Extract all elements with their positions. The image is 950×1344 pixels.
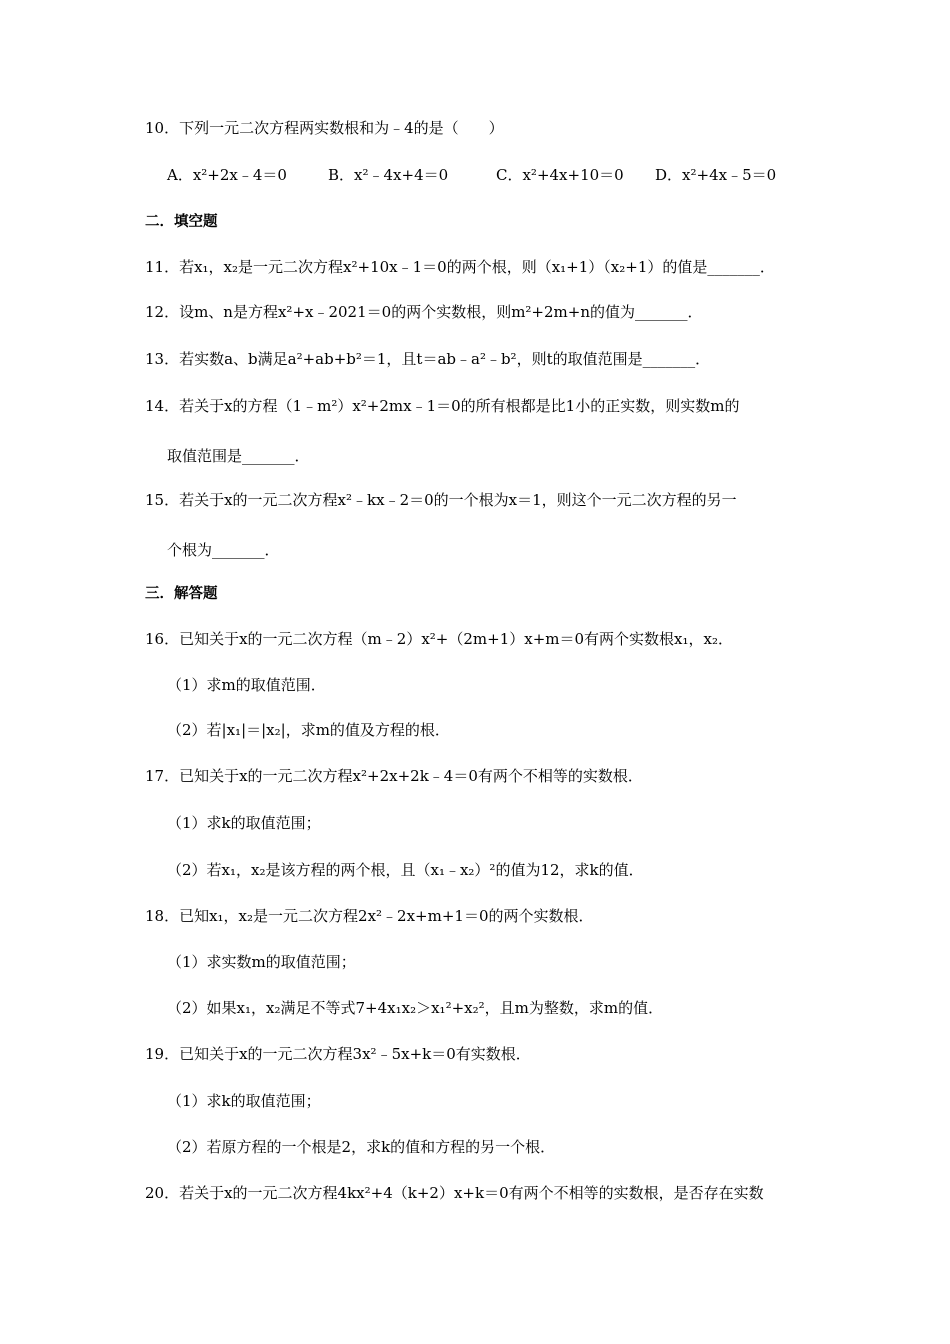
q14-line2: 取值范围是_______． (167, 447, 310, 465)
q10-option-d: D．x²+4x﹣5＝0 (655, 166, 777, 184)
q16-part1: （1）求m的取值范围． (167, 676, 326, 694)
q20-stem: 20．若关于x的一元二次方程4kx²+4（k+2）x+k＝0有两个不相等的实数根，是否存在实数 (145, 1184, 764, 1202)
q10-stem: 10．下列一元二次方程两实数根和为﹣4的是（ ） (145, 119, 504, 137)
q19-stem: 19．已知关于x的一元二次方程3x²﹣5x+k＝0有实数根． (145, 1045, 531, 1063)
q18-part1: （1）求实数m的取值范围； (167, 953, 356, 971)
q19-part2: （2）若原方程的一个根是2，求k的值和方程的另一个根． (167, 1138, 556, 1156)
q19-part1: （1）求k的取值范围； (167, 1092, 321, 1110)
q11: 11．若x₁，x₂是一元二次方程x²+10x﹣1＝0的两个根，则（x₁+1）（x₂+1）的值是_______． (145, 258, 775, 276)
q17-part1: （1）求k的取值范围； (167, 814, 321, 832)
section-fill-in-title: 二．填空题 (145, 214, 218, 230)
q17-stem: 17．已知关于x的一元二次方程x²+2x+2k﹣4＝0有两个不相等的实数根． (145, 767, 643, 785)
q15-line1: 15．若关于x的一元二次方程x²﹣kx﹣2＝0的一个根为x＝1，则这个一元二次方程的另一 (145, 491, 737, 509)
q10-option-b: B．x²﹣4x+4＝0 (328, 166, 449, 184)
q16-part2: （2）若|x₁|＝|x₂|，求m的值及方程的根． (167, 721, 450, 739)
q14-line1: 14．若关于x的方程（1﹣m²）x²+2mx﹣1＝0的所有根都是比1小的正实数，则实数m的 (145, 397, 740, 415)
q15-line2: 个根为_______． (167, 541, 280, 559)
q17-part2: （2）若x₁，x₂是该方程的两个根，且（x₁﹣x₂）²的值为12，求k的值． (167, 861, 644, 879)
q13: 13．若实数a、b满足a²+ab+b²＝1，且t＝ab﹣a²﹣b²，则t的取值范围是_______． (145, 350, 711, 368)
q10-option-a: A．x²+2x﹣4＝0 (167, 166, 287, 184)
q10-option-c: C．x²+4x+10＝0 (496, 166, 624, 184)
q12: 12．设m、n是方程x²+x﹣2021＝0的两个实数根，则m²+2m+n的值为_______． (145, 303, 703, 321)
q18-part2: （2）如果x₁，x₂满足不等式7+4x₁x₂＞x₁²+x₂²，且m为整数，求m的值． (167, 999, 664, 1017)
q16-stem: 16．已知关于x的一元二次方程（m﹣2）x²+（2m+1）x+m＝0有两个实数根x₁，x₂． (145, 630, 733, 648)
q18-stem: 18．已知x₁，x₂是一元二次方程2x²﹣2x+m+1＝0的两个实数根． (145, 907, 594, 925)
section-answer-title: 三．解答题 (145, 586, 218, 602)
